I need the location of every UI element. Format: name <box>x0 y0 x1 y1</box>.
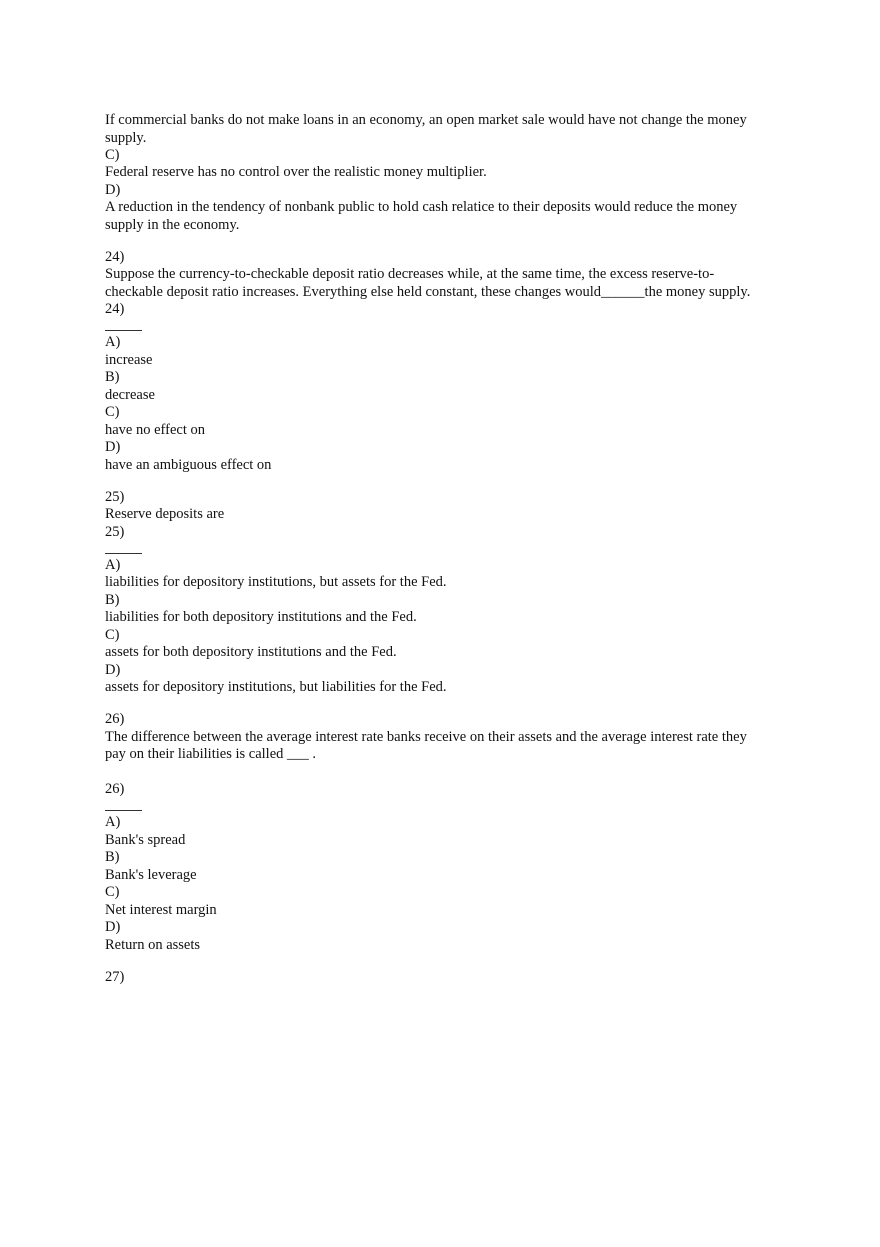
q25-option-a-text: liabilities for depository institutions, but assets for the Fed. <box>105 574 447 590</box>
q25-option-b-text: liabilities for both depository institutions and the Fed. <box>105 609 417 625</box>
q24-stem-line2: checkable deposit ratio increases. Everything else held constant, these changes would______the money supply. <box>105 284 751 300</box>
q25-option-d-label: D) <box>105 662 121 678</box>
q23-option-b-line2: supply. <box>105 130 147 146</box>
q24-stem-line1: Suppose the currency-to-checkable deposit ratio decreases while, at the same time, the excess reserve-to- <box>105 266 715 282</box>
q26-stem-line1: The difference between the average interest rate banks receive on their assets and the average interest rate they <box>105 729 747 745</box>
q23-option-d-line1: A reduction in the tendency of nonbank public to hold cash relatice to their deposits would reduce the money <box>105 199 738 215</box>
q25-option-c-label: C) <box>105 627 120 643</box>
q23-option-d-label: D) <box>105 182 121 198</box>
q23-option-b-line1: If commercial banks do not make loans in an economy, an open market sale would have not change the money <box>105 112 747 128</box>
q25-answer-blank <box>105 553 142 554</box>
q26-option-b-text: Bank's leverage <box>105 867 197 883</box>
q24-number: 24) <box>105 249 125 265</box>
q25-option-a-label: A) <box>105 557 121 573</box>
q24-option-c-label: C) <box>105 404 120 420</box>
q24-option-d-label: D) <box>105 439 121 455</box>
q25-option-c-text: assets for both depository institutions and the Fed. <box>105 644 397 660</box>
q26-option-b-label: B) <box>105 849 120 865</box>
q24-option-a-text: increase <box>105 352 153 368</box>
q25-option-b-label: B) <box>105 592 120 608</box>
q26-option-d-text: Return on assets <box>105 937 201 953</box>
q24-answer-blank <box>105 330 142 331</box>
q25-stem: Reserve deposits are <box>105 506 225 522</box>
q26-answer-blank <box>105 810 142 811</box>
q23-option-d-line2: supply in the economy. <box>105 217 240 233</box>
q24-option-b-label: B) <box>105 369 120 385</box>
q26-option-c-label: C) <box>105 884 120 900</box>
q24-option-a-label: A) <box>105 334 121 350</box>
q24-option-c-text: have no effect on <box>105 422 205 438</box>
q26-option-a-text: Bank's spread <box>105 832 186 848</box>
q27-number: 27) <box>105 969 125 985</box>
q26-answer-number: 26) <box>105 781 125 797</box>
q23-option-c-label: C) <box>105 147 120 163</box>
q26-option-a-label: A) <box>105 814 121 830</box>
q26-option-d-label: D) <box>105 919 121 935</box>
q24-answer-number: 24) <box>105 301 125 317</box>
q25-number: 25) <box>105 489 125 505</box>
q26-option-c-text: Net interest margin <box>105 902 217 918</box>
q24-option-b-text: decrease <box>105 387 155 403</box>
q26-stem-line2: pay on their liabilities is called ___ . <box>105 746 317 762</box>
q24-option-d-text: have an ambiguous effect on <box>105 457 272 473</box>
q25-option-d-text: assets for depository institutions, but liabilities for the Fed. <box>105 679 447 695</box>
q26-number: 26) <box>105 711 125 727</box>
q23-option-c-text: Federal reserve has no control over the realistic money multiplier. <box>105 164 487 180</box>
q25-answer-number: 25) <box>105 524 125 540</box>
